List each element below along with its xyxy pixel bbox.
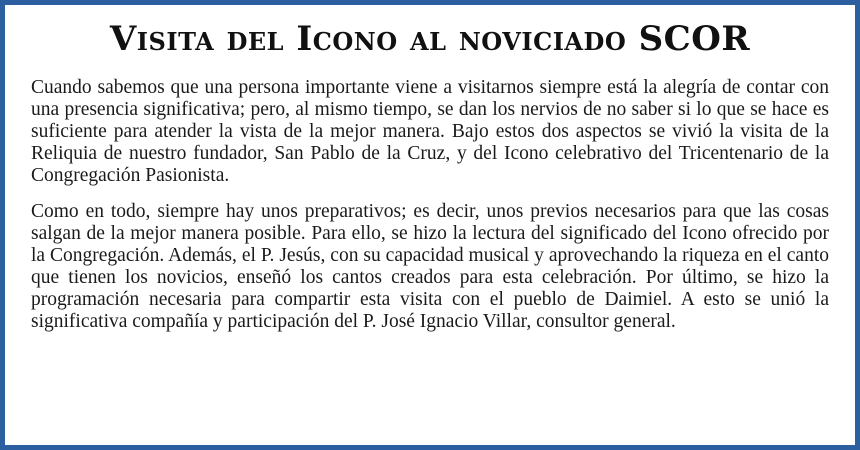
article-paragraph-2: Como en todo, siempre hay unos preparativos; es decir, unos previos necesarios para que las cosas salgan de la mejor manera posible. Para ello, se hizo la lectura del significado del Icono ofrecido por la Congregación. Además, el P. Jesús, con su capacidad musical y aprovechando la riqueza en el canto que tienen los novicios, enseñó los cantos creados para esta celebración. Por último, se hizo la programación necesaria para compartir esta visita con el pueblo de Daimiel. A esto se unió la significativa compañía y participación del P. José Ignacio Villar, consultor general. xyxy=(31,201,829,332)
article-paragraph-1: Cuando sabemos que una persona importante viene a visitarnos siempre está la alegría de contar con una presencia significativa; pero, al mismo tiempo, se dan los nervios de no saber si lo que se hace es suficiente para atender la vista de la mejor manera. Bajo estos dos aspectos se vivió la visita de la Reliquia de nuestro fundador, San Pablo de la Cruz, y del Icono celebrativo del Tricentenario de la Congregación Pasionista. xyxy=(31,77,829,186)
article-title: Visita del Icono al noviciado SCOR xyxy=(109,19,751,59)
